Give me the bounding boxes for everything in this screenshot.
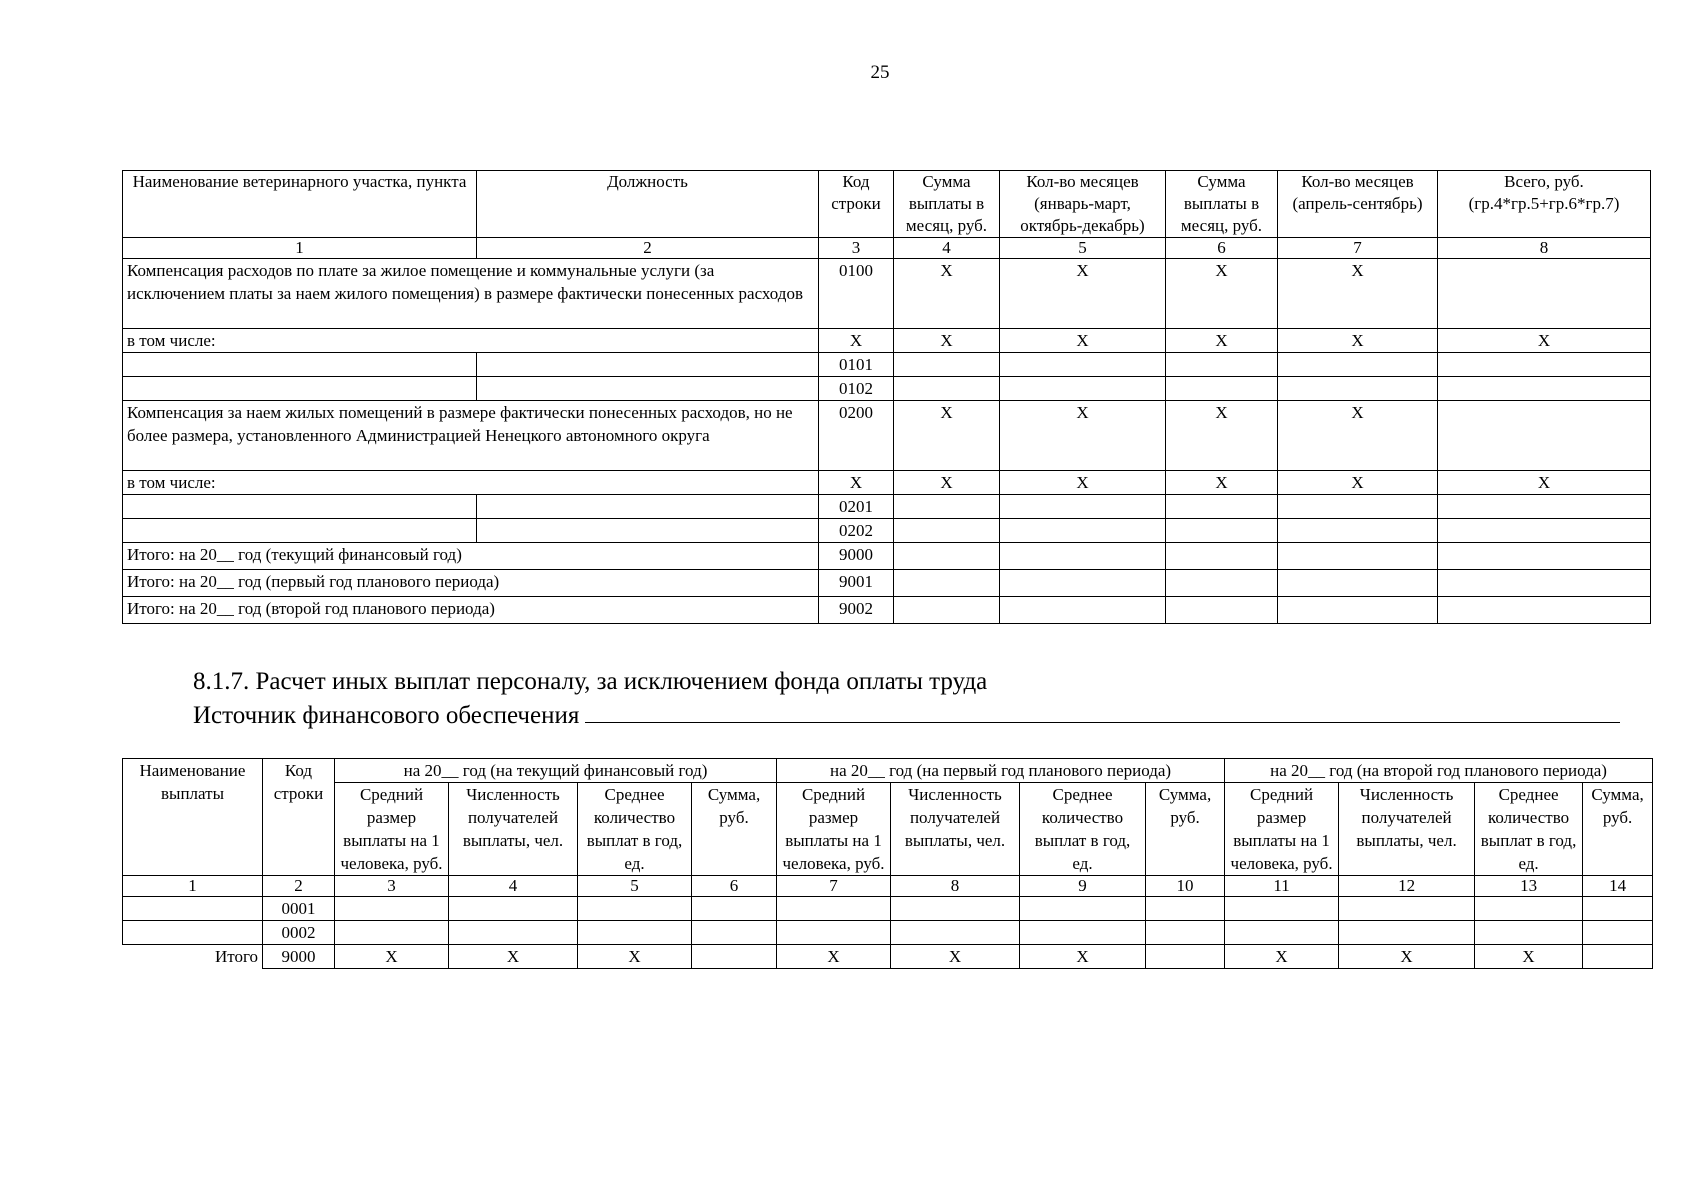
empty-cell <box>1166 377 1278 401</box>
empty-cell <box>894 353 1000 377</box>
column-number: 5 <box>1000 238 1166 259</box>
empty-cell <box>477 377 819 401</box>
empty-cell <box>477 495 819 519</box>
column-number: 3 <box>335 876 449 897</box>
empty-cell <box>1000 519 1166 543</box>
row-code: 0201 <box>819 495 894 519</box>
empty-cell <box>891 897 1020 921</box>
row-code: 9002 <box>819 597 894 624</box>
header-cell: Код строки <box>819 171 894 238</box>
empty-cell <box>1166 543 1278 570</box>
x-mark: Х <box>777 945 891 969</box>
row-label: в том числе: <box>123 329 819 353</box>
empty-cell <box>335 897 449 921</box>
empty-cell <box>123 519 477 543</box>
empty-cell <box>1020 921 1146 945</box>
empty-cell <box>1438 597 1651 624</box>
header-cell: Всего, руб. (гр.4*гр.5+гр.6*гр.7) <box>1438 171 1651 238</box>
x-mark: Х <box>1166 401 1278 471</box>
empty-cell <box>477 519 819 543</box>
column-number: 7 <box>777 876 891 897</box>
other-payments-table <box>122 758 1653 969</box>
empty-cell <box>123 353 477 377</box>
row-code: 0200 <box>819 401 894 471</box>
column-number: 10 <box>1146 876 1225 897</box>
header-cell: Сумма выплаты в месяц, руб. <box>894 171 1000 238</box>
x-mark: Х <box>819 471 894 495</box>
x-mark: Х <box>894 401 1000 471</box>
empty-cell <box>1475 897 1583 921</box>
empty-cell <box>692 921 777 945</box>
empty-cell <box>1339 897 1475 921</box>
empty-cell <box>894 519 1000 543</box>
empty-cell <box>1278 377 1438 401</box>
empty-cell <box>1225 897 1339 921</box>
x-mark: Х <box>1166 329 1278 353</box>
empty-cell <box>1166 353 1278 377</box>
veterinary-compensation-table <box>122 170 1651 624</box>
column-number: 2 <box>477 238 819 259</box>
empty-cell <box>1000 597 1166 624</box>
table-row <box>123 377 1651 401</box>
x-mark: Х <box>1278 259 1438 329</box>
empty-cell <box>1583 945 1653 969</box>
empty-cell <box>1438 259 1651 329</box>
empty-cell <box>449 921 578 945</box>
column-number-row <box>123 876 1653 897</box>
empty-cell <box>1438 401 1651 471</box>
column-number: 4 <box>894 238 1000 259</box>
empty-cell <box>1000 543 1166 570</box>
x-mark: Х <box>578 945 692 969</box>
column-number: 4 <box>449 876 578 897</box>
x-mark: Х <box>819 329 894 353</box>
table-total-row <box>123 945 1653 969</box>
empty-cell <box>1438 353 1651 377</box>
empty-cell <box>777 897 891 921</box>
table-row <box>123 329 1651 353</box>
column-number: 14 <box>1583 876 1653 897</box>
empty-cell <box>123 897 263 921</box>
subheader-cell: Численность получателей выплаты, чел. <box>1339 783 1475 876</box>
empty-cell <box>123 495 477 519</box>
empty-cell <box>1278 495 1438 519</box>
empty-cell <box>692 897 777 921</box>
row-code: 0102 <box>819 377 894 401</box>
column-number: 5 <box>578 876 692 897</box>
x-mark: Х <box>1278 401 1438 471</box>
subheader-cell: Средний размер выплаты на 1 человека, руб. <box>335 783 449 876</box>
empty-cell <box>477 353 819 377</box>
subheader-cell: Средний размер выплаты на 1 человека, руб. <box>777 783 891 876</box>
x-mark: Х <box>1225 945 1339 969</box>
x-mark: Х <box>1020 945 1146 969</box>
column-number: 6 <box>692 876 777 897</box>
column-number: 6 <box>1166 238 1278 259</box>
subheader-cell: Сумма, руб. <box>1583 783 1653 876</box>
empty-cell <box>1438 377 1651 401</box>
empty-cell <box>1000 495 1166 519</box>
x-mark: Х <box>894 471 1000 495</box>
empty-cell <box>1166 519 1278 543</box>
empty-cell <box>1000 377 1166 401</box>
table-row <box>123 401 1651 471</box>
empty-cell <box>449 897 578 921</box>
x-mark: Х <box>1278 329 1438 353</box>
row-code: 0101 <box>819 353 894 377</box>
empty-cell <box>1475 921 1583 945</box>
funding-source-field[interactable] <box>585 697 1620 723</box>
row-label: Итого: на 20__ год (второй год планового периода) <box>123 597 819 624</box>
subheader-cell: Средний размер выплаты на 1 человека, руб. <box>1225 783 1339 876</box>
row-code: 0100 <box>819 259 894 329</box>
table-subheader-row <box>123 783 1653 876</box>
subheader-cell: Численность получателей выплаты, чел. <box>891 783 1020 876</box>
column-number: 8 <box>891 876 1020 897</box>
row-code: 0002 <box>263 921 335 945</box>
empty-cell <box>1583 897 1653 921</box>
empty-cell <box>1438 495 1651 519</box>
empty-cell <box>1000 570 1166 597</box>
column-number: 8 <box>1438 238 1651 259</box>
empty-cell <box>1146 945 1225 969</box>
empty-cell <box>891 921 1020 945</box>
table-row <box>123 259 1651 329</box>
subheader-cell: Среднее количество выплат в год, ед. <box>578 783 692 876</box>
period-header: на 20__ год (на первый год планового периода) <box>777 759 1225 783</box>
row-code: 9000 <box>819 543 894 570</box>
empty-cell <box>1166 597 1278 624</box>
empty-cell <box>335 921 449 945</box>
table-row <box>123 921 1653 945</box>
table-row <box>123 597 1651 624</box>
empty-cell <box>123 921 263 945</box>
header-cell: Должность <box>477 171 819 238</box>
row-code: 9000 <box>263 945 335 969</box>
empty-cell <box>1438 543 1651 570</box>
row-code: 0202 <box>819 519 894 543</box>
x-mark: Х <box>1000 329 1166 353</box>
row-label: Компенсация расходов по плате за жилое помещение и коммунальные услуги (за исключением платы за наем жилого помещения) в размере фактически понесенных расходов <box>123 259 819 329</box>
empty-cell <box>1583 921 1653 945</box>
x-mark: Х <box>335 945 449 969</box>
period-header: на 20__ год (на текущий финансовый год) <box>335 759 777 783</box>
empty-cell <box>894 377 1000 401</box>
column-number: 1 <box>123 876 263 897</box>
x-mark: Х <box>1000 259 1166 329</box>
table-header-row <box>123 759 1653 783</box>
subheader-cell: Сумма, руб. <box>1146 783 1225 876</box>
row-code: 9001 <box>819 570 894 597</box>
empty-cell <box>1166 570 1278 597</box>
x-mark: Х <box>1000 471 1166 495</box>
table-header-row <box>123 171 1651 238</box>
column-number: 7 <box>1278 238 1438 259</box>
column-number: 13 <box>1475 876 1583 897</box>
header-cell: Код строки <box>263 759 335 876</box>
empty-cell <box>894 597 1000 624</box>
empty-cell <box>894 543 1000 570</box>
table-row <box>123 897 1653 921</box>
x-mark: Х <box>1278 471 1438 495</box>
empty-cell <box>1278 597 1438 624</box>
empty-cell <box>1020 897 1146 921</box>
x-mark: Х <box>1438 329 1651 353</box>
empty-cell <box>894 495 1000 519</box>
column-number: 2 <box>263 876 335 897</box>
column-number: 12 <box>1339 876 1475 897</box>
header-cell: Кол-во месяцев (апрель-сентябрь) <box>1278 171 1438 238</box>
empty-cell <box>1438 570 1651 597</box>
period-header: на 20__ год (на второй год планового периода) <box>1225 759 1653 783</box>
x-mark: Х <box>1166 471 1278 495</box>
empty-cell <box>1278 519 1438 543</box>
empty-cell <box>1000 353 1166 377</box>
empty-cell <box>578 897 692 921</box>
header-cell: Сумма выплаты в месяц, руб. <box>1166 171 1278 238</box>
subheader-cell: Среднее количество выплат в год, ед. <box>1475 783 1583 876</box>
row-code: 0001 <box>263 897 335 921</box>
empty-cell <box>1278 543 1438 570</box>
x-mark: Х <box>894 259 1000 329</box>
x-mark: Х <box>1438 471 1651 495</box>
empty-cell <box>1166 495 1278 519</box>
page-number: 25 <box>870 62 890 83</box>
empty-cell <box>1278 570 1438 597</box>
row-label: Итого: на 20__ год (текущий финансовый год) <box>123 543 819 570</box>
section-heading <box>193 666 1620 731</box>
row-label: Компенсация за наем жилых помещений в размере фактически понесенных расходов, но не более размера, установленного Администрацией Ненецкого автономного округа <box>123 401 819 471</box>
empty-cell <box>123 377 477 401</box>
header-cell: Наименование ветеринарного участка, пункта <box>123 171 477 238</box>
subheader-cell: Численность получателей выплаты, чел. <box>449 783 578 876</box>
empty-cell <box>894 570 1000 597</box>
empty-cell <box>777 921 891 945</box>
funding-source-label: Источник финансового обеспечения <box>193 702 580 729</box>
subheader-cell: Сумма, руб. <box>692 783 777 876</box>
x-mark: Х <box>1475 945 1583 969</box>
empty-cell <box>692 945 777 969</box>
column-number-row <box>123 238 1651 259</box>
table-row <box>123 353 1651 377</box>
column-number: 3 <box>819 238 894 259</box>
x-mark: Х <box>891 945 1020 969</box>
row-label: Итого: на 20__ год (первый год планового периода) <box>123 570 819 597</box>
column-number: 1 <box>123 238 477 259</box>
empty-cell <box>1146 897 1225 921</box>
header-cell: Кол-во месяцев (январь-март, октябрь-декабрь) <box>1000 171 1166 238</box>
header-cell: Наименование выплаты <box>123 759 263 876</box>
subheader-cell: Среднее количество выплат в год, ед. <box>1020 783 1146 876</box>
x-mark: Х <box>1000 401 1166 471</box>
empty-cell <box>1225 921 1339 945</box>
empty-cell <box>578 921 692 945</box>
table-row <box>123 543 1651 570</box>
row-label: в том числе: <box>123 471 819 495</box>
x-mark: Х <box>1339 945 1475 969</box>
table-row <box>123 570 1651 597</box>
x-mark: Х <box>1166 259 1278 329</box>
funding-source-row <box>193 697 1620 731</box>
column-number: 11 <box>1225 876 1339 897</box>
empty-cell <box>1278 353 1438 377</box>
table-row <box>123 471 1651 495</box>
column-number: 9 <box>1020 876 1146 897</box>
empty-cell <box>1339 921 1475 945</box>
table-row <box>123 519 1651 543</box>
empty-cell <box>1438 519 1651 543</box>
table-row <box>123 495 1651 519</box>
x-mark: Х <box>894 329 1000 353</box>
total-label: Итого <box>123 945 263 969</box>
empty-cell <box>1146 921 1225 945</box>
section-title: 8.1.7. Расчет иных выплат персоналу, за исключением фонда оплаты труда <box>193 668 988 695</box>
x-mark: Х <box>449 945 578 969</box>
